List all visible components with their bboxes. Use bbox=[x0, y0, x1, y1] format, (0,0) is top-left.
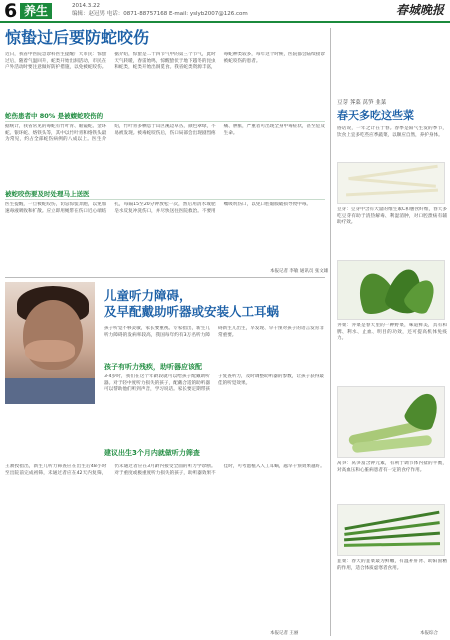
lead-sub1-text: 据统计，我省常见的毒蛇有竹叶青、眼镜蛇、金环蛇、银环蛇、烙铁头等，其中以竹叶青和烙铁头最为常见，约占全部蛇伤病例的八成以上。医生介绍，竹叶青多栖息于山区溪边草丛，颜色翠绿，不易被发现。被毒蛇咬伤后，伤口局部会出现剧烈疼痛、肿胀，严重者可出现全身中毒症状，甚至危及生命。 bbox=[5, 124, 325, 143]
lead-author: 本报记者 李敏 通讯员 张文雄 bbox=[270, 269, 329, 274]
hearing-title-line2: 及早配戴助听器或安装人工耳蜗 bbox=[104, 304, 280, 319]
hearing-text-b: 王教授指出，新生儿听力筛查应在出生后48小时至出院前完成初筛，未通过者应在42天内复筛，仍未通过者应在3月龄内接受全面的听力学诊断。对于重度或极重度听力损失的孩子，助听器效果不佳时，可考虑植入人工耳蜗，越早干预效果越好。 bbox=[5, 464, 325, 476]
child-covering-ears-photo bbox=[5, 282, 95, 404]
hearing-title-line1: 儿童听力障碍， bbox=[104, 288, 192, 303]
veg-intro: 俗话说，一年之计在于春。春季是阳气生发的季节，饮食上宜多吃些应季蔬菜，以顺应自然，养护身体。 bbox=[337, 126, 447, 138]
shepherds-purse-photo bbox=[337, 260, 445, 320]
column-divider bbox=[330, 28, 331, 636]
bean-sprouts-photo bbox=[337, 162, 445, 204]
page-number: 6 bbox=[4, 0, 18, 22]
page-header bbox=[0, 0, 450, 23]
veg-kicker: 豆芽 荠菜 莴笋 韭菜 bbox=[337, 100, 387, 106]
lead-subhead-2: 被蛇咬伤要及时处理马上送医 bbox=[5, 190, 325, 200]
hearing-subhead-b: 建议出生3个月内就做听力筛查 bbox=[104, 449, 200, 457]
lead-title: 惊蛰过后要防蛇咬伤 bbox=[5, 28, 150, 47]
veg-p2: 荠菜：荠菜是春天里的一种野菜，味道鲜美，具有和脾、利水、止血、明目的功效，还可提高机体免疫力。 bbox=[337, 323, 447, 342]
lead-intro: 近日，我省中医院急诊科医生提醒广大市民：惊蛰过后，随着气温回升，蛇类开始出洞活动，市民在户外活动时要注意做好防护措施，以免被蛇咬伤。据介绍，惊蛰是二十四节气中的第三个节气，此时天气转暖，春雷始鸣，惊醒蛰伏于地下越冬的昆虫和蛇类，蛇类开始出洞觅食。我省蛇类资源丰富，毒蛇种类较多，每年这个时候，医院都会陆续接诊被蛇咬伤的患者。 bbox=[5, 52, 325, 71]
header-meta bbox=[72, 2, 248, 18]
veg-author: 本报综合 bbox=[420, 631, 438, 636]
newspaper-name: 春城晚报 bbox=[395, 3, 444, 17]
chives-photo bbox=[337, 504, 445, 556]
header-contact: 编辑：赵冠男 电话：0871-88757168 E-mail: yslyb2007@126.com bbox=[72, 11, 248, 17]
hearing-author: 本报记者 王丽 bbox=[270, 631, 299, 636]
divider bbox=[5, 277, 325, 278]
lead-sub2-text: 医生提醒，一旦被蛇咬伤，切忌惊慌奔跑，以免加速毒液吸收和扩散。应立即用绳带在伤口近心端结扎，每隔15至20分钟放松一次，然后用清水或肥皂水反复冲洗伤口，并尽快送往医院救治。不要用嘴吸吮伤口，以免口腔黏膜破损导致中毒。 bbox=[5, 202, 311, 214]
veg-p1: 豆芽：豆芽中含有大量的维生素C和膳食纤维，春天多吃豆芽有助于清热解毒、利湿消肿，对口腔溃疡有辅助疗效。 bbox=[337, 207, 447, 226]
section-label: 养生 bbox=[20, 3, 52, 19]
lettuce-stem-photo bbox=[337, 386, 445, 458]
lead-subhead-1: 蛇伤患者中 80% 是被蝮蛇咬伤的 bbox=[5, 112, 325, 122]
veg-title: 春天多吃这些菜 bbox=[337, 109, 414, 122]
hearing-subhead-a: 孩子有听力残疾，助听器应该配 bbox=[104, 363, 202, 371]
hearing-text-a: 3-4岁时，我们在这个年龄段就可以给孩子配戴助听器。对于轻中度听力损失的孩子，配戴合适的助听器可以帮助他们听到声音，学习说话。家长要定期带孩子复查听力，及时调整助听器的参数，让孩子获得最佳的听觉效果。 bbox=[104, 374, 324, 393]
hearing-intro: 孩子听觉不够灵敏，家长要重视。专家指出，新生儿听力障碍的发病率较高，我国每年约有3万名听力障碍新生儿出生，早发现、早干预对孩子的语言发育非常重要。 bbox=[104, 326, 324, 338]
hearing-title bbox=[104, 288, 324, 320]
header-date: 2014.3.22 bbox=[72, 3, 100, 9]
veg-p4: 韭菜：春天的韭菜最为鲜嫩，有温补肝肾、助阳固精的作用，适合体质虚寒者食用。 bbox=[337, 559, 447, 571]
veg-p3: 莴笋：莴笋富含钾元素，有利于调节体内盐的平衡，对高血压和心脏病患者有一定的食疗作用。 bbox=[337, 461, 447, 473]
